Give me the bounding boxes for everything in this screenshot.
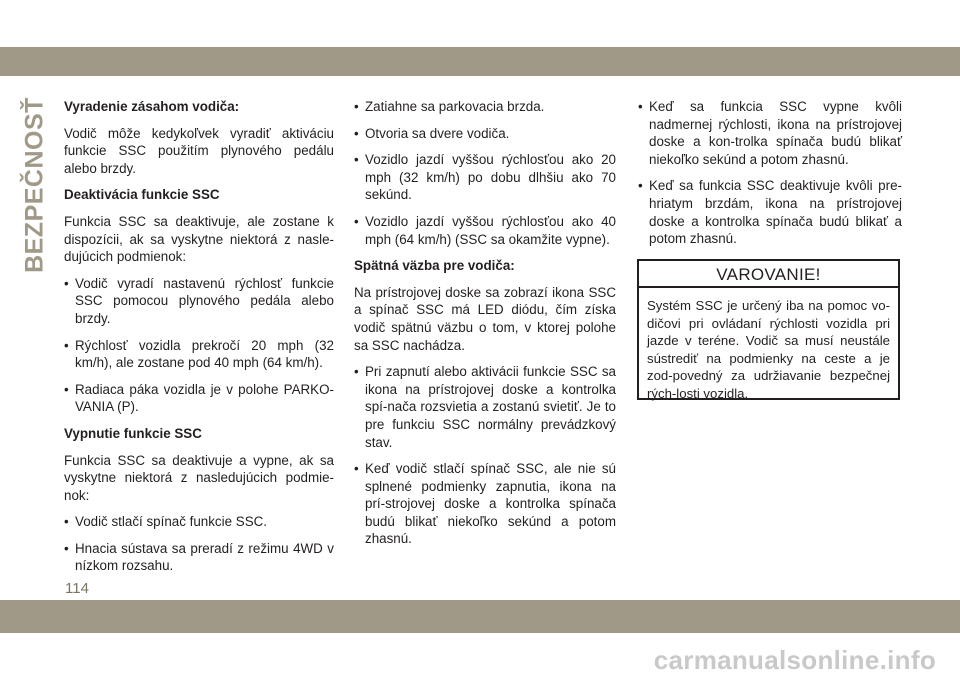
list-item: • Keď sa funkcia SSC vypne kvôli nadmernej rýchlosti, ikona na prístrojovej doske a kon-trolka spínača budú blikať niekoľko sekúnd a potom zhasnú. (638, 99, 902, 167)
paragraph: Na prístrojovej doske sa zobrazí ikona SSC a spínač SSC má LED diódu, čím získa vodič spätnú väzbu o tom, v ktorej polohe sa SSC nachádza. (354, 284, 616, 353)
paragraph: Funkcia SSC sa deaktivuje, ale zostane k dispozícii, ak sa vyskytne niektorá z nasle-dujúcich podmienok: (64, 213, 334, 265)
list-item: • Vodič vyradí nastavenú rýchlosť funkcie SSC pomocou plynového pedála alebo brzdy. (64, 275, 334, 326)
list-item: • Vodič stlačí spínač funkcie SSC. (64, 514, 268, 530)
list-item: • Vozidlo jazdí vyššou rýchlosťou ako 20 mph (32 km/h) po dobu dlhšiu ako 70 sekúnd. (354, 152, 616, 203)
list-item: • Hnacia sústava sa preradí z režimu 4WD v nízkom rozsahu. (64, 540, 334, 574)
heading-disable: Vypnutie funkcie SSC (64, 425, 202, 441)
column-3 (638, 98, 902, 257)
column-2 (354, 98, 616, 557)
column-1 (64, 98, 334, 584)
section-tab (18, 97, 52, 273)
list-item: • Keď sa funkcia SSC deaktivuje kvôli pre-hriatym brzdám, ikona na prístrojovej doske a kontrolka spínača budú blikať a potom zhasnú. (638, 178, 902, 247)
heading-driver-feedback: Spätná väzba pre vodiča: (354, 258, 515, 274)
warning-text: Systém SSC je určený iba na pomoc vo-dičovi pri ovládaní rýchlosti vozidla pri jazde v teréne. Vodič sa musí neustále sústrediť na podmienky na ceste a je zod-povedný za udržiavanie bezpečnej rých-losti vozidla. (647, 298, 890, 401)
list-item: • Keď vodič stlačí spínač SSC, ale nie sú splnené podmienky zapnutia, ikona na prí-strojovej doske a kontrolka spínača budú blikať niekoľko sekúnd a potom zhasnú. (354, 461, 616, 547)
warning-title: VAROVANIE! (639, 261, 898, 288)
paragraph: Funkcia SSC sa deaktivuje a vypne, ak sa vyskytne niektorá z nasledujúcich podmie-nok: (64, 452, 334, 503)
list-item: • Pri zapnutí alebo aktivácii funkcie SSC sa ikona na prístrojovej doske a kontrolka spí-nača rozsvietia a zostanú svietiť. Je to pre funkciu SSC normálny prevádzkový stav. (354, 364, 616, 450)
list-item: • Vozidlo jazdí vyššou rýchlosťou ako 40 mph (64 km/h) (SSC sa okamžite vypne). (354, 213, 616, 247)
watermark: carmanualsonline.info (653, 645, 936, 675)
list-item: • Zatiahne sa parkovacia brzda. (354, 99, 545, 114)
section-tab-label: BEZPEČNOSŤ (20, 97, 49, 273)
list-item: • Rýchlosť vozidla prekročí 20 mph (32 km/h), ale zostane pod 40 mph (64 km/h). (64, 337, 334, 371)
bottom-band (0, 600, 960, 633)
heading-deactivation: Deaktivácia funkcie SSC (64, 187, 220, 203)
top-band (0, 47, 960, 76)
list-item: • Radiaca páka vozidla je v polohe PARKO-VANIA (P). (64, 381, 334, 415)
warning-box (637, 259, 900, 400)
paragraph: Vodič môže kedykoľvek vyradiť aktiváciu funkcie SSC použitím plynového pedálu alebo brzdy. (64, 125, 334, 176)
page-number: 114 (65, 580, 89, 597)
list-item: • Otvoria sa dvere vodiča. (354, 125, 510, 141)
heading-override: Vyradenie zásahom vodiča: (64, 99, 240, 114)
